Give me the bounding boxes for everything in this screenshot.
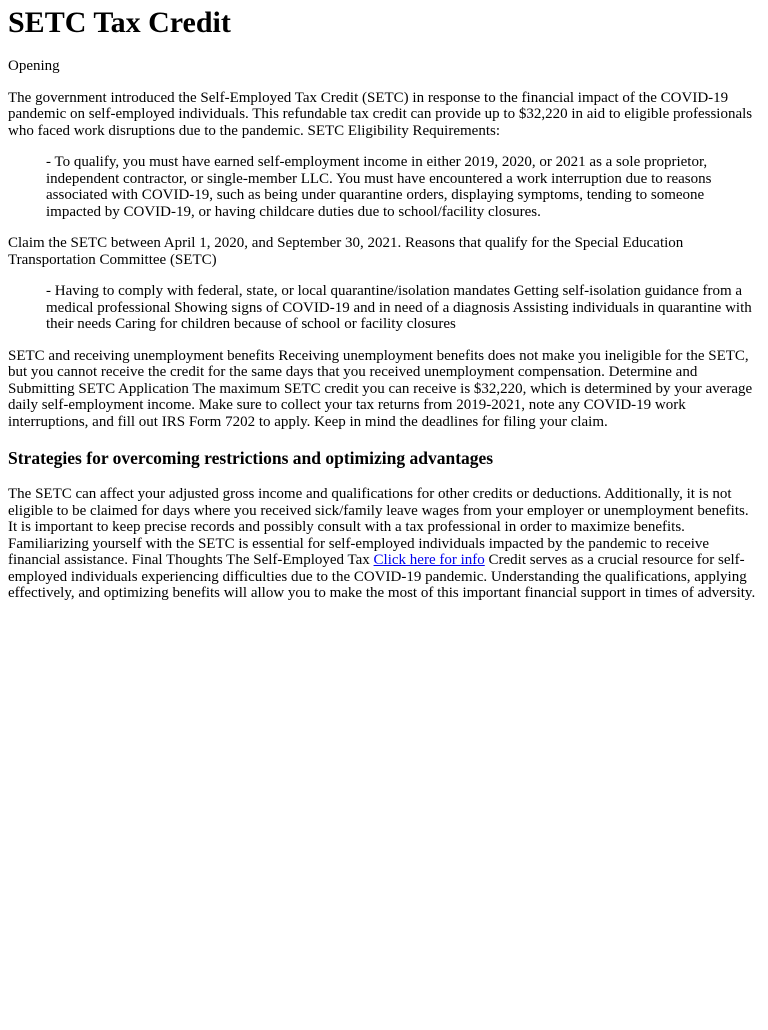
strategies-heading: Strategies for overcoming restrictions and optimizing advantages [8,448,494,468]
qualifying-reasons-quote: - Having to comply with federal, state, or local quarantine/isolation mandates Getting self-isolation guidance from a medical professional Showing signs of COVID-19 and in need of a diagnosis Assisting individuals in quarantine with their needs Caring for children because of school or facility closures [46,283,752,332]
intro-paragraph: The government introduced the Self-Employed Tax Credit (SETC) in response to the financial impact of the COVID-19 pandemic on self-employed individuals. This refundable tax credit can provide up to $32,220 in aid to eligible professionals who faced work disruptions due to the pandemic. SETC Eligibility Requirements: [8,89,753,139]
unemployment-paragraph: SETC and receiving unemployment benefits Receiving unemployment benefits does not make you ineligible for the SETC, but you cannot receive the credit for the same days that you received unemployment compensation. Determine and Submitting SETC Application The maximum SETC credit you can receive is $32,220, which is determined by your average daily self-employment income. Make sure to collect your tax returns from 2019-2021, note any COVID-19 work interruptions, and fill out IRS Form 7202 to apply. Keep in mind the deadlines for filing your claim. [8,347,753,430]
info-link[interactable]: Click here for info [373,552,485,568]
final-paragraph [8,486,760,602]
claim-paragraph: Claim the SETC between April 1, 2020, and September 30, 2021. Reasons that qualify for the Special Education Transportation Committee (SETC) [8,235,684,268]
final-text-before-link: The SETC can affect your adjusted gross income and qualifications for other credits or deductions. Additionally, it is not eligible to be claimed for days where you received sick/family leave wages from your employer or unemployment benefits. It is important to keep precise records and possibly consult with a tax professional in order to maximize benefits. Familiarizing yourself with the SETC is essential for self-employed individuals impacted by the pandemic to receive financial assistance. Final Thoughts The Self-Employed Tax [8,486,749,568]
final-text-after-link: Credit serves as a crucial resource for self-employed individuals experiencing difficulties due to the COVID-19 pandemic. Understanding the qualifications, applying effectively, and optimizing benefits will allow you to make the most of this important financial support in times of adversity. [8,552,756,601]
article [0,6,768,602]
eligibility-quote: - To qualify, you must have earned self-employment income in either 2019, 2020, or 2021 as a sole proprietor, independent contractor, or single-member LLC. You must have encountered a work interruption due to reasons associated with COVID-19, such as being under quarantine orders, displaying symptoms, tending to someone impacted by COVID-19, or having childcare duties due to school/facility closures. [46,154,712,220]
page-title: SETC Tax Credit [8,6,231,39]
opening-paragraph: Opening [8,58,60,74]
